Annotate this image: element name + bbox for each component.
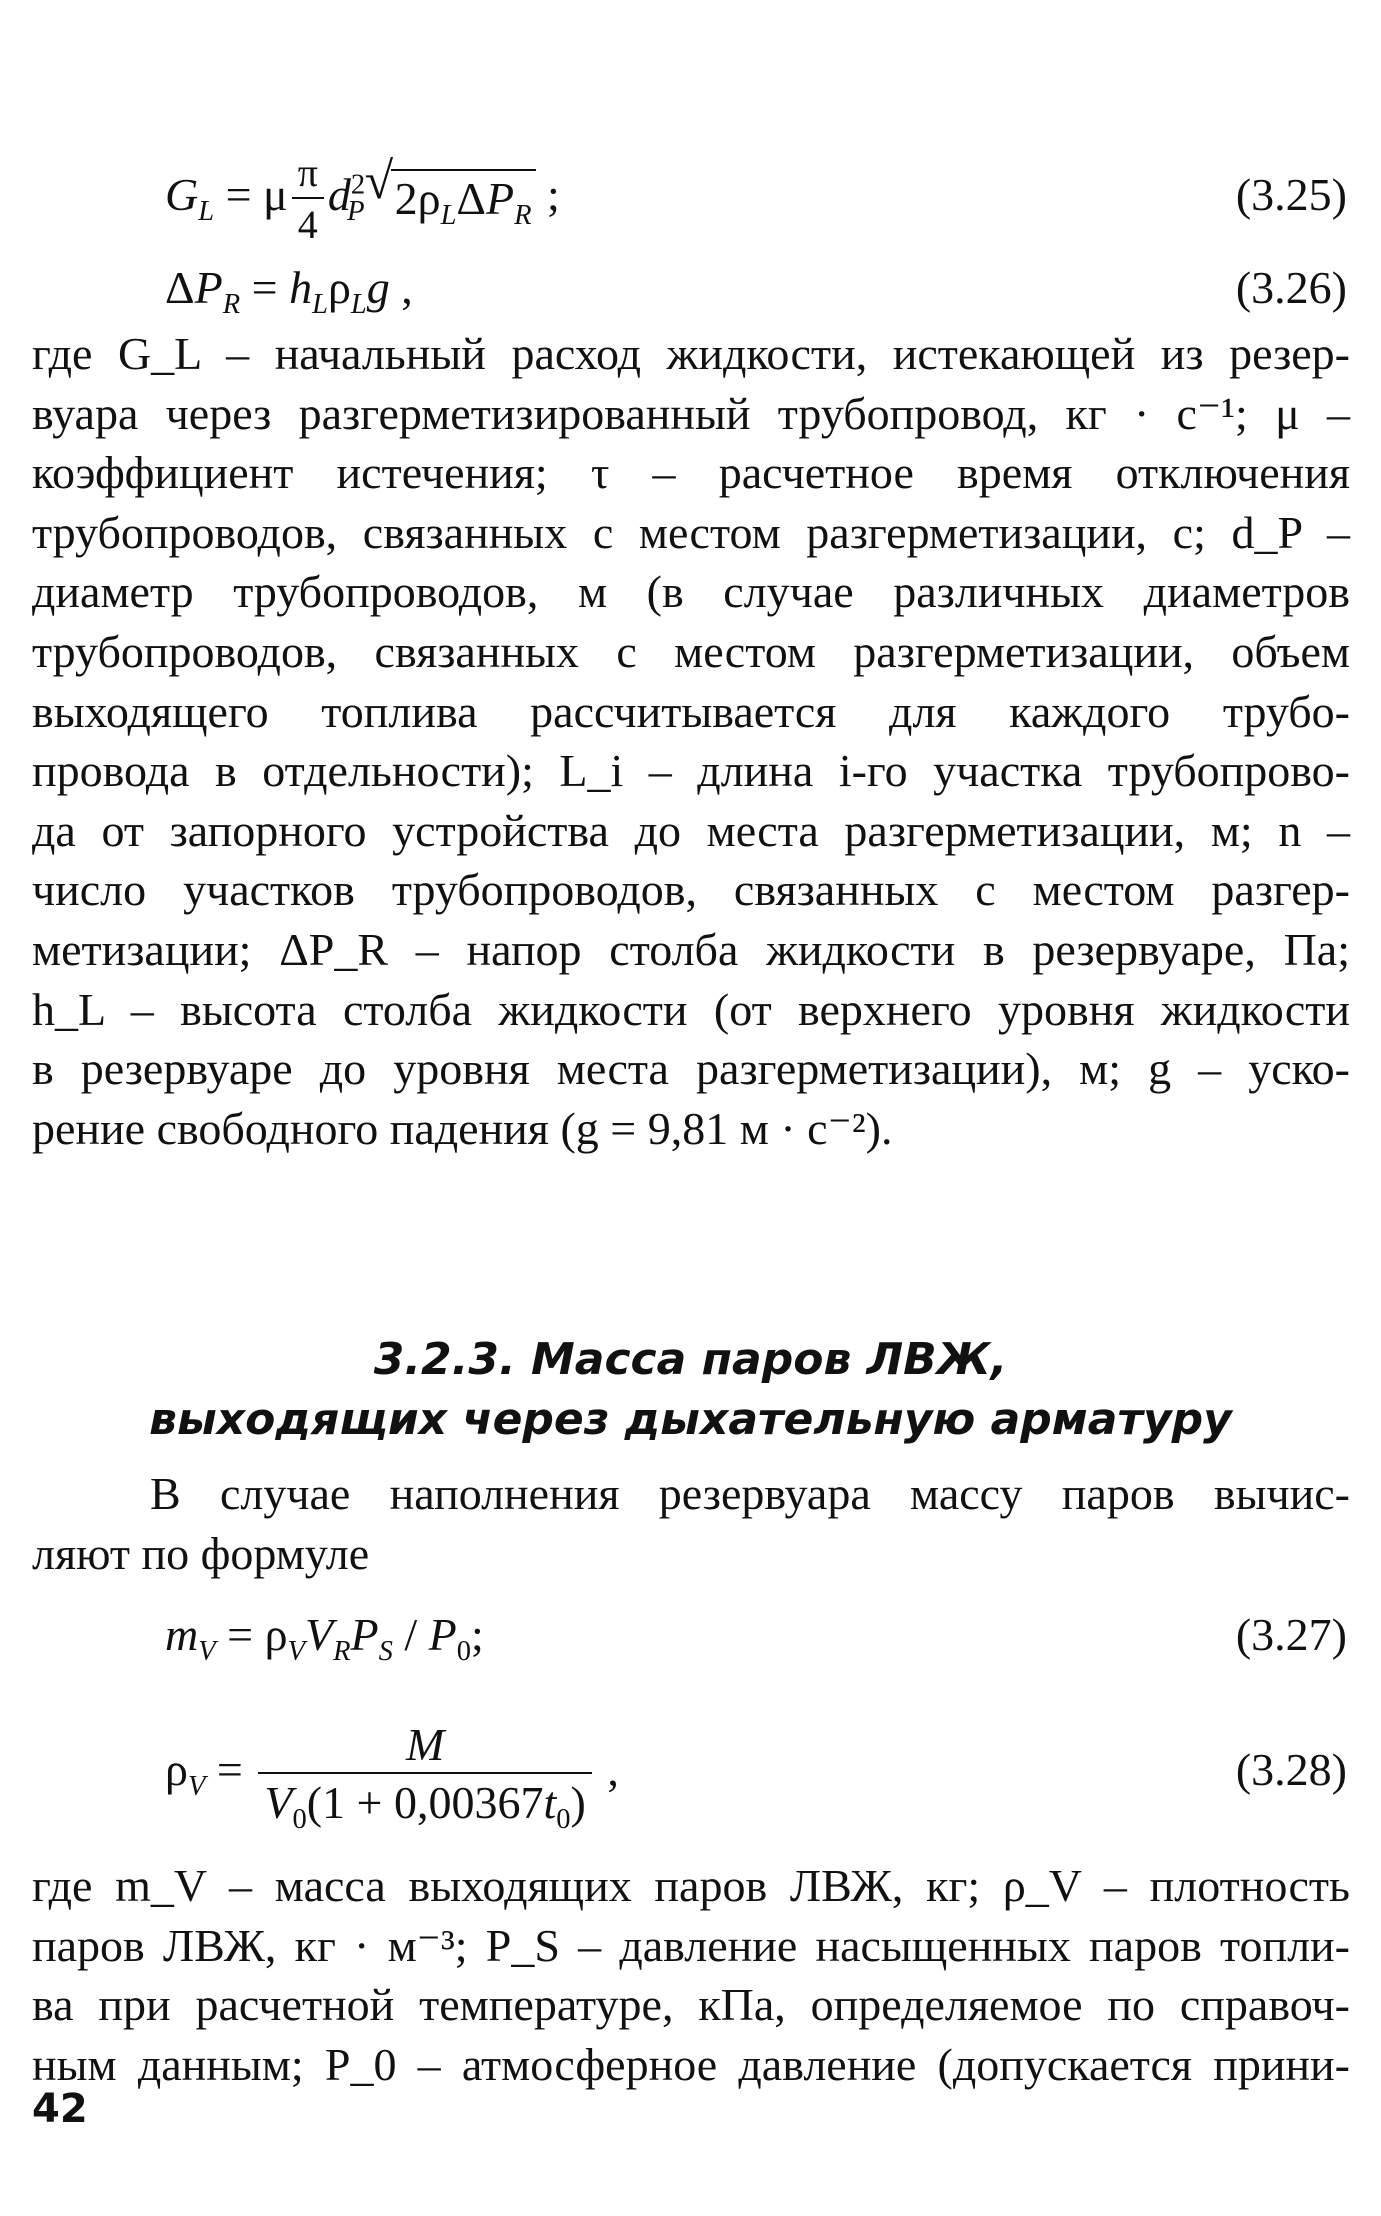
- paragraph-definitions-1: [32, 324, 1350, 1158]
- text-line: в резервуаре до уровня места разгерметизации), м; g – уско-: [32, 1043, 1350, 1095]
- equation-number: (3.27): [1235, 1609, 1347, 1660]
- text-line: где m_V – масса выходящих паров ЛВЖ, кг; ρ_V – плотность: [32, 1860, 1350, 1911]
- equation-3-27-expression: $m_V = \rho_VV_RP_S / P_0$;: [165, 1609, 484, 1668]
- text-line: провода в отдельности); L_i – длина i-го участка трубопрово-: [32, 745, 1350, 797]
- text-line: вуара через разгерметизированный трубопровод, кг · с⁻¹; μ –: [32, 387, 1350, 439]
- text-line: ным данным; P_0 – атмосферное давление (допускается прини-: [32, 2038, 1350, 2090]
- text-line: рение свободного падения (g = 9,81 м · с⁻²).: [32, 1102, 893, 1154]
- text-line: где G_L – начальный расход жидкости, истекающей из резер-: [32, 328, 1350, 379]
- text-line: да от запорного устройства до места разгерметизации, м; n –: [32, 804, 1350, 856]
- text-line: В случае наполнения резервуара массу паров вычис-: [150, 1468, 1350, 1519]
- page-number: 42: [32, 2086, 88, 2132]
- text-line: h_L – высота столба жидкости (от верхнего уровня жидкости: [32, 983, 1350, 1035]
- text-line: ва при расчетной температуре, кПа, определяемое по справоч-: [32, 1979, 1350, 2031]
- text-line: выходящего топлива рассчитывается для каждого трубо-: [32, 685, 1350, 737]
- equation-3-27: [0, 1590, 1381, 1680]
- equation-number: (3.26): [1235, 262, 1347, 313]
- text-line: диаметр трубопроводов, м (в случае различных диаметров: [32, 566, 1350, 618]
- equation-3-26: [0, 243, 1381, 333]
- section-heading-line-1: 3.2.3. Масса паров ЛВЖ,: [373, 1334, 1008, 1385]
- equation-3-28: [0, 1695, 1381, 1845]
- equation-3-28-expression: $\rho_V$ = $\frac{M}{V_0(1 + 0,00367t_0)}$ ,: [165, 1719, 619, 1836]
- equation-3-25: [0, 150, 1381, 248]
- equation-3-25-expression: $G_L = \mu$ $\frac{\pi}{4}$ $d^2_P$ √ $2\rho_L\Delta P_R$ ;: [165, 150, 560, 248]
- text-line: ляют по формуле: [32, 1527, 370, 1579]
- paragraph-definitions-2: [32, 1856, 1350, 2094]
- text-line: паров ЛВЖ, кг · м⁻³; P_S – давление насыщенных паров топли-: [32, 1919, 1350, 1971]
- text-line: метизации; ΔP_R – напор столба жидкости в резервуаре, Па;: [32, 923, 1350, 975]
- equation-3-26-expression: $\Delta P_R = h_L\rho_Lg$ ,: [165, 262, 413, 321]
- equation-number: (3.28): [1235, 1744, 1347, 1795]
- equation-number: (3.25): [1235, 169, 1347, 220]
- text-line: трубопроводов, связанных с местом разгерметизации, с; d_P –: [32, 506, 1350, 558]
- paragraph-intro-formula: [32, 1464, 1350, 1583]
- section-heading-line-2: выходящих через дыхательную арматуру: [149, 1394, 1232, 1445]
- section-heading: [0, 1330, 1381, 1450]
- text-line: число участков трубопроводов, связанных с местом разгер-: [32, 864, 1350, 916]
- text-line: коэффициент истечения; τ – расчетное время отключения: [32, 447, 1350, 499]
- text-line: трубопроводов, связанных с местом разгерметизации, объем: [32, 625, 1350, 677]
